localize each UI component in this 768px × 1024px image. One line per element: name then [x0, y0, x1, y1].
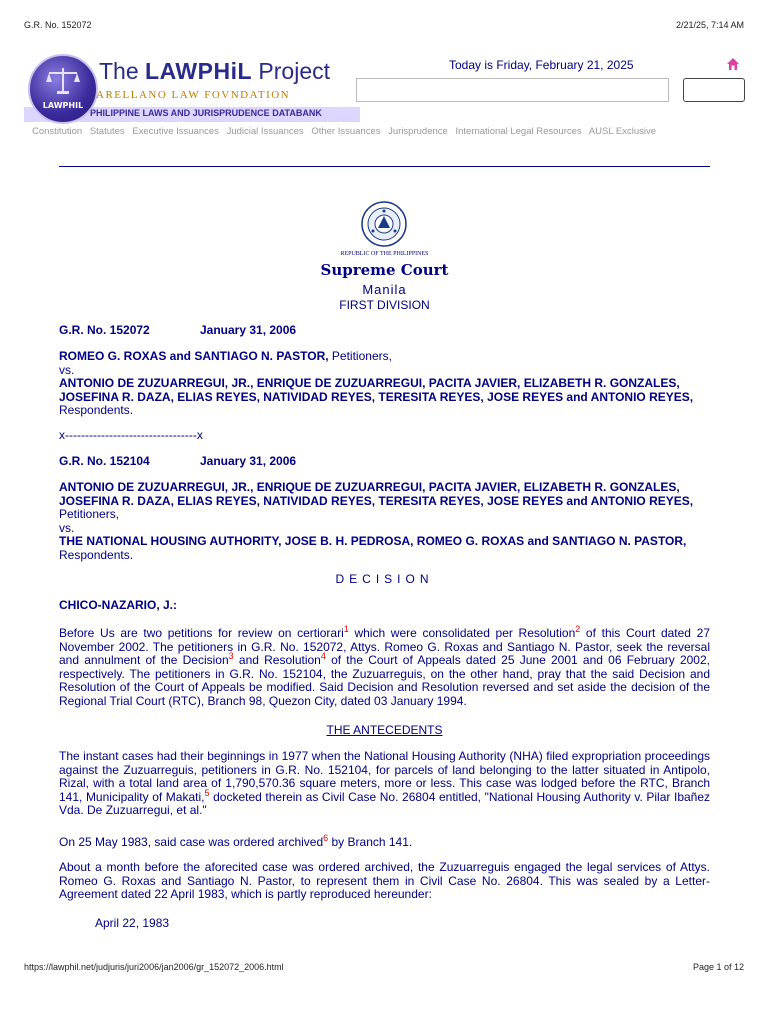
- footnote-2-link[interactable]: 2: [575, 624, 581, 634]
- court-city: Manila: [362, 282, 407, 297]
- nav-ausl-exclusive[interactable]: AUSL Exclusive: [588, 126, 657, 137]
- logo-emblem-text: LAWPHIL: [42, 101, 84, 110]
- case2-header: [59, 455, 710, 469]
- case-separator: x---------------------------------x: [59, 428, 203, 442]
- paragraph-1: Before Us are two petitions for review on certiorari$^1$ which were consolidated per Resolution$^2$ of this Court dated 27 November 2002. The petitioners in G.R. No. 152072, Attys. Romeo G. Roxas and Santiago N. Pastor, seek the reversal and annulment of the Decision$^3$ and Resolution$^4$ of the Court of Appeals dated 25 June 2001 and 06 February 2002, respectively. The petitioners in G.R. No. 152104, the Zuzuarreguis, on the other hand, pray that the said Decision and Resolution of the Court of Appeals be modified. Said Decision and Resolution reversed and set aside the decision of the Regional Trial Court (RTC), Branch 98, Quezon City, dated 03 January 1994.: [59, 624, 711, 708]
- logo-title: The LAWPHiL Project: [99, 58, 331, 84]
- case1-header: [59, 324, 710, 338]
- case1-petitioners: ROMEO G. ROXAS and SANTIAGO N. PASTOR,: [59, 349, 329, 363]
- nav-jurisprudence[interactable]: Jurisprudence: [388, 126, 448, 137]
- case2-parties: ANTONIO DE ZUZUARREGUI, JR., ENRIQUE DE ZUZUARREGUI, PACITA JAVIER, ELIZABETH R. GONZALES, JOSEFINA R. DAZA, ELIAS REYES, NATIVIDAD REYES, TERESITA REYES, JOSE REYES and ANTONIO REYES, Petitioners, vs. THE NATIONAL HOUSING AUTHORITY, JOSE B. H. PEDROSA, ROMEO G. ROXAS and SANTIAGO N. PASTOR, Respondents.: [59, 480, 694, 562]
- print-title: G.R. No. 152072: [24, 20, 92, 30]
- court-division: FIRST DIVISION: [339, 298, 430, 312]
- print-url: https://lawphil.net/judjuris/juri2006/jan2006/gr_152072_2006.html: [24, 962, 284, 972]
- main-nav: [32, 126, 661, 137]
- home-icon[interactable]: [726, 57, 740, 71]
- case1-date: January 31, 2006: [200, 323, 297, 337]
- ponente: CHICO-NAZARIO, J.:: [59, 598, 177, 612]
- nav-judicial-issuances[interactable]: Judicial Issuances: [226, 126, 304, 137]
- footnote-6-link[interactable]: 6: [323, 833, 329, 843]
- nav-statutes[interactable]: Statutes: [89, 126, 125, 137]
- case2-gr: G.R. No. 152104: [59, 454, 150, 468]
- footnote-3-link[interactable]: 3: [228, 651, 234, 662]
- antecedents-heading: THE ANTECEDENTS: [326, 723, 443, 737]
- court-republic: REPUBLIC OF THE PHILIPPINES: [340, 251, 429, 257]
- case2-petitioners: ANTONIO DE ZUZUARREGUI, JR., ENRIQUE DE ZUZUARREGUI, PACITA JAVIER, ELIZABETH R. GONZALES, JOSEFINA R. DAZA, ELIAS REYES, NATIVIDAD REYES, TERESITA REYES, JOSE REYES and ANTONIO REYES,: [59, 480, 694, 508]
- print-datetime: 2/21/25, 7:14 AM: [675, 20, 744, 30]
- court-name: Supreme Court: [320, 261, 449, 279]
- logo-band-text: PHILIPPINE LAWS AND JURISPRUDENCE DATABANK: [90, 108, 322, 118]
- today-date: Today is Friday, February 21, 2025: [449, 58, 634, 72]
- paragraph-2: The instant cases had their beginnings in 1977 when the National Housing Authority (NHA) filed expropriation proceedings against the Zuzuarreguis, petitioners in G.R. No. 152104, for parcels of land belonging to the latter situated in Antipolo, Rizal, with a total land area of 1,790,570.36 square meters, more or less. This case was lodged before the RTC, Branch 141, Municipality of Makati,$^5$ docketed therein as Civil Case No. 26804 entitled, "National Housing Authority v. Pilar Ibañez Vda. De Zuzuarregui, et al.": [59, 749, 711, 818]
- case1-gr: G.R. No. 152072: [59, 323, 150, 337]
- case1-respondents: ANTONIO DE ZUZUARREGUI, JR., ENRIQUE DE ZUZUARREGUI, PACITA JAVIER, ELIZABETH R. GONZALES, JOSEFINA R. DAZA, ELIAS REYES, NATIVIDAD REYES, TERESITA REYES, JOSE REYES and ANTONIO REYES,: [59, 376, 694, 404]
- case2-date: January 31, 2006: [200, 454, 297, 468]
- search-button[interactable]: [683, 78, 745, 102]
- case1-vs: vs.: [59, 362, 75, 377]
- header-divider: [59, 166, 710, 167]
- search-input[interactable]: [356, 78, 669, 102]
- case2-respondents: THE NATIONAL HOUSING AUTHORITY, JOSE B. H. PEDROSA, ROMEO G. ROXAS and SANTIAGO N. PASTOR,: [59, 534, 687, 549]
- nav-other-issuances[interactable]: Other Issuances: [311, 126, 381, 137]
- footnote-4-link[interactable]: 4: [320, 651, 326, 662]
- footnote-1-link[interactable]: 1: [343, 624, 349, 634]
- case1-parties: ROMEO G. ROXAS and SANTIAGO N. PASTOR, Petitioners, vs. ANTONIO DE ZUZUARREGUI, JR., ENRIQUE DE ZUZUARREGUI, PACITA JAVIER, ELIZABETH R. GONZALES, JOSEFINA R. DAZA, ELIAS REYES, NATIVIDAD REYES, TERESITA REYES, JOSE REYES and ANTONIO REYES, Respondents.: [59, 349, 694, 418]
- lawphil-logo[interactable]: [24, 52, 360, 122]
- nav-executive-issuances[interactable]: Executive Issuances: [132, 126, 219, 137]
- paragraph-4: About a month before the aforecited case was ordered archived, the Zuzuarreguis engaged the legal services of Attys. Romeo G. Roxas and Santiago N. Pastor, to represent them in Civil Case No. 26804. This was sealed by a Letter-Agreement dated 22 April 1983, which is partly reproduced hereunder:: [59, 860, 710, 902]
- logo-emblem: [28, 54, 98, 124]
- footnote-5-link[interactable]: 5: [204, 787, 210, 798]
- scales-of-justice-icon: [45, 66, 81, 96]
- print-footer: [24, 962, 744, 972]
- print-page: Page 1 of 12: [692, 962, 744, 972]
- decision-heading: DECISION: [335, 572, 434, 586]
- supreme-court-seal-icon: [361, 201, 407, 247]
- case2-vs: vs.: [59, 520, 75, 535]
- logo-subtitle: ARELLANO LAW FOVNDATION: [96, 89, 291, 101]
- paragraph-3: On 25 May 1983, said case was ordered archived$^6$ by Branch 141.: [59, 833, 413, 849]
- print-header: [24, 20, 744, 30]
- nav-international-legal-resources[interactable]: International Legal Resources: [455, 126, 582, 137]
- letter-date: April 22, 1983: [95, 916, 170, 930]
- nav-constitution[interactable]: Constitution: [32, 126, 83, 137]
